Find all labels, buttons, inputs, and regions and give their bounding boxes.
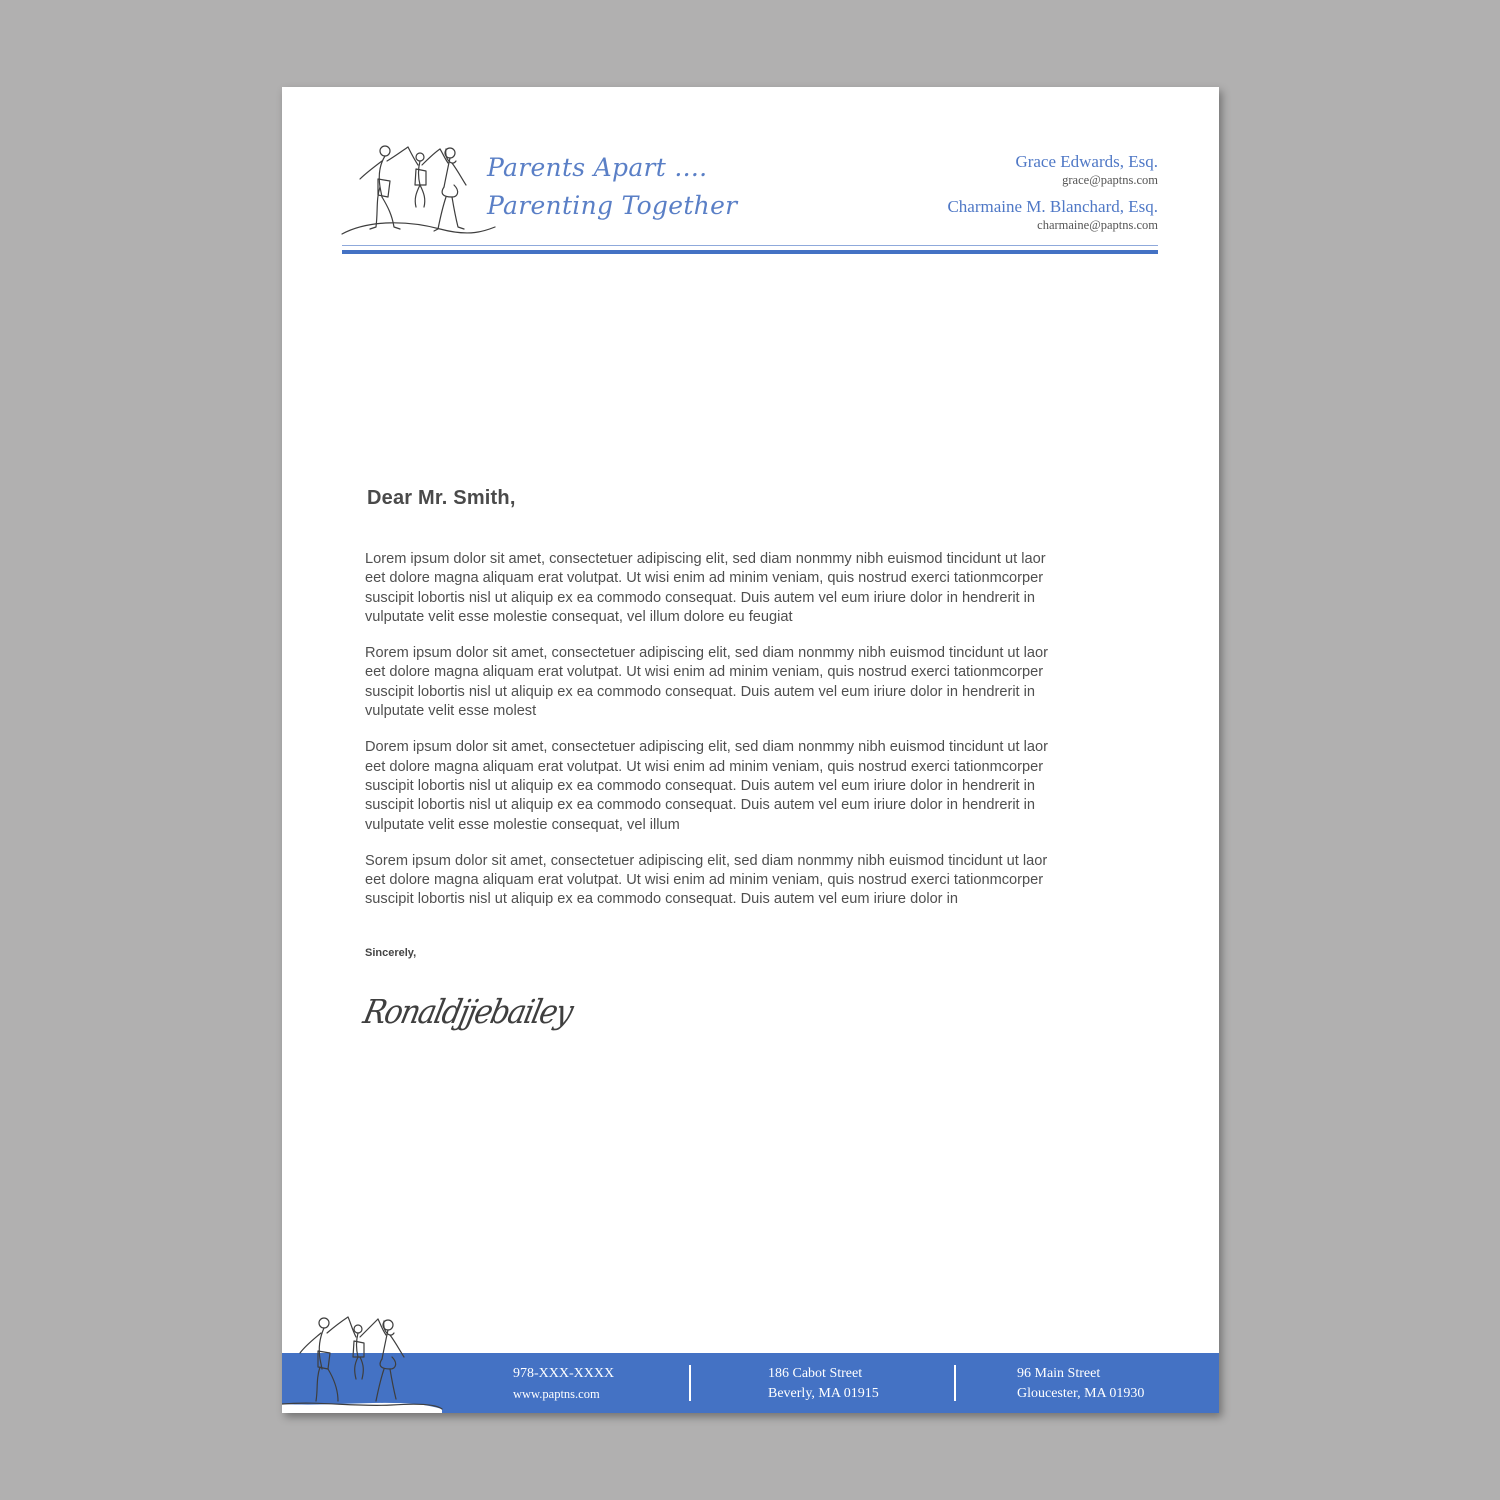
footer-website[interactable]: www.paptns.com: [513, 1387, 600, 1401]
letter-paragraph-4: Sorem ipsum dolor sit amet, consectetuer adipiscing elit, sed diam nonmmy nibh euismod tincidunt ut laor eet dolore magna aliquam erat volutpat. Ut wisi enim ad minim veniam, quis nostrud exerci tationmcorper suscipit lobortis nisl ut aliquip ex ea commodo consequat. Duis autem vel eum iriure dolor in: [365, 852, 1048, 908]
tagline: [487, 149, 737, 225]
attorney-email-grace[interactable]: grace@paptns.com: [1062, 173, 1158, 187]
footer-contact-column: [513, 1364, 614, 1404]
signature: Ronaldjjebailey: [359, 993, 576, 1032]
tagline-line-1: Parents Apart ....: [487, 153, 708, 182]
attorney-email-charmaine[interactable]: charmaine@paptns.com: [1037, 218, 1158, 232]
footer-divider-2: [954, 1365, 956, 1401]
header-divider-thick: [342, 250, 1158, 254]
footer-address-2-city: Gloucester, MA 01930: [1017, 1386, 1145, 1401]
attorney-name-charmaine: Charmaine M. Blanchard, Esq.: [947, 197, 1158, 216]
tagline-line-2: Parenting Together: [487, 191, 738, 220]
letter-paragraph-3: Dorem ipsum dolor sit amet, consectetuer adipiscing elit, sed diam nonmmy nibh euismod tincidunt ut laor eet dolore magna aliquam erat volutpat. Ut wisi enim ad minim veniam, quis nostrud exerci tationmcorper suscipit lobortis nisl ut aliquip ex ea commodo consequat. Duis autem vel eum iriure dolor in hendrerit in suscipit lobortis nisl ut aliquip ex ea commodo consequat. Duis autem vel eum iriure dolor in hendrerit in vulputate velit esse molestie consequat, vel illum: [365, 739, 1048, 833]
letter-paragraph-2: Rorem ipsum dolor sit amet, consectetuer adipiscing elit, sed diam nonmmy nibh euismod tincidunt ut laor eet dolore magna aliquam erat volutpat. Ut wisi enim ad minim veniam, quis nostrud exerci tationmcorper suscipit lobortis nisl ut aliquip ex ea commodo consequat. Duis autem vel eum iriure dolor in hendrerit in vulputate velit esse molest: [365, 645, 1048, 720]
footer-divider-1: [689, 1365, 691, 1401]
footer-address-1-city: Beverly, MA 01915: [768, 1386, 879, 1401]
letter-greeting: Dear Mr. Smith,: [367, 487, 516, 509]
header-divider-thin: [342, 245, 1158, 246]
footer-address-1-street: 186 Cabot Street: [768, 1366, 863, 1381]
attorney-contacts: [947, 151, 1158, 241]
family-logo-icon: [340, 139, 500, 239]
letter-closing: Sincerely,: [365, 946, 417, 959]
letter-body: [365, 487, 1145, 959]
footer-family-icon: [282, 1309, 452, 1413]
attorney-name-grace: Grace Edwards, Esq.: [1015, 152, 1158, 171]
footer-phone[interactable]: 978-XXX-XXXX: [513, 1366, 615, 1381]
footer-address-beverly: [768, 1364, 879, 1404]
footer-address-2-street: 96 Main Street: [1017, 1366, 1101, 1381]
footer-address-gloucester: [1017, 1364, 1144, 1404]
letterhead-page: [282, 87, 1219, 1413]
letter-paragraph-1: Lorem ipsum dolor sit amet, consectetuer adipiscing elit, sed diam nonmmy nibh euismod tincidunt ut laor eet dolore magna aliquam erat volutpat. Ut wisi enim ad minim veniam, quis nostrud exerci tationmcorper suscipit lobortis nisl ut aliquip ex ea commodo consequat. Duis autem vel eum iriure dolor in hendrerit in vulputate velit esse molestie consequat, vel illum dolore eu feugiat: [365, 551, 1046, 625]
